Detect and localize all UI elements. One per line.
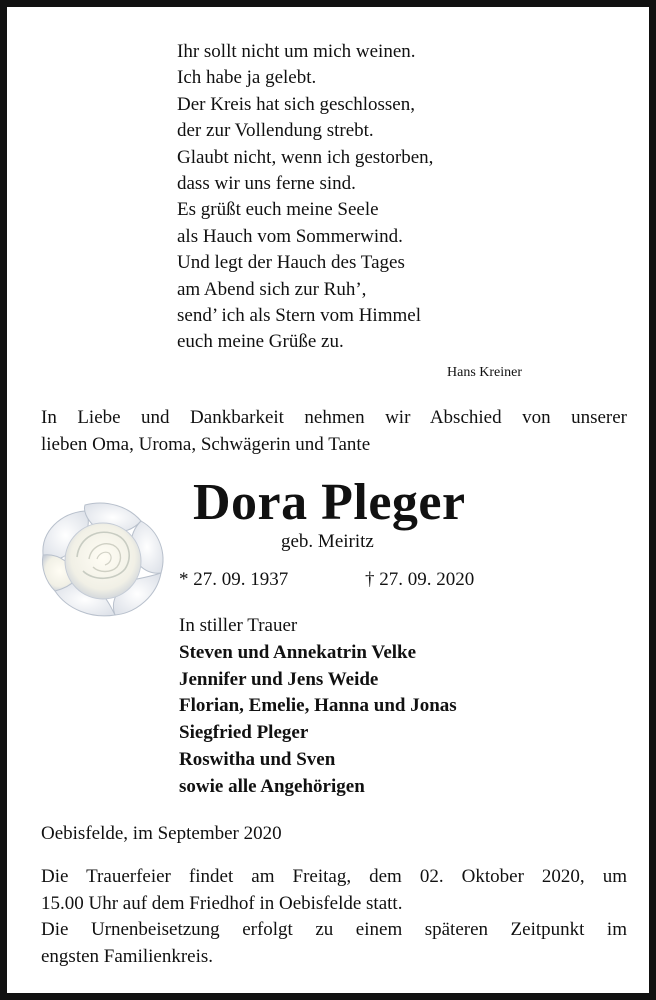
poem-line: Der Kreis hat sich geschlossen, [177, 93, 415, 115]
birth-date: * 27. 09. 1937 [179, 569, 289, 590]
poem-line: Es grüßt euch meine Seele [177, 199, 379, 221]
poem [177, 39, 577, 356]
farewell-intro-line: lieben Oma, Uroma, Schwägerin und Tante [41, 434, 371, 455]
poem-line: Ich habe ja gelebt. [177, 67, 317, 89]
poem-line: am Abend sich zur Ruh’, [177, 278, 367, 300]
mourner-name: Siegfried Pleger [179, 722, 309, 744]
maiden-name: geb. Meiritz [281, 531, 374, 552]
mourners-intro: In stiller Trauer [179, 615, 298, 636]
poem-author: Hans Kreiner [447, 365, 523, 380]
white-rose-icon [33, 495, 173, 623]
mourners-list [179, 613, 619, 801]
mourner-name: Florian, Emelie, Hanna und Jonas [179, 695, 457, 717]
mourner-name: Steven und Annekatrin Velke [179, 641, 417, 663]
farewell-intro-line: In Liebe und Dankbarkeit nehmen wir Abschied von unserer [41, 407, 627, 428]
poem-line: dass wir uns ferne sind. [177, 173, 356, 195]
poem-line: als Hauch vom Sommerwind. [177, 225, 403, 247]
place-and-date: Oebisfelde, im September 2020 [41, 823, 282, 844]
death-date: † 27. 09. 2020 [365, 569, 475, 590]
funeral-info-line: Die Urnenbeisetzung erfolgt zu einem späteren Zeitpunkt im [41, 919, 627, 940]
poem-line: Glaubt nicht, wenn ich gestorben, [177, 146, 434, 168]
funeral-info-line: engsten Familienkreis. [41, 945, 214, 967]
funeral-info-line: Die Trauerfeier findet am Freitag, dem 02. Oktober 2020, um [41, 866, 627, 887]
poem-line: der zur Vollendung strebt. [177, 120, 374, 142]
deceased-name: Dora Pleger [193, 474, 466, 531]
mourner-name: Jennifer und Jens Weide [179, 668, 379, 690]
poem-line: Ihr sollt nicht um mich weinen. [177, 41, 416, 62]
poem-line: send’ ich als Stern vom Himmel [177, 305, 421, 327]
mourner-name: sowie alle Angehörigen [179, 775, 365, 797]
mourner-name: Roswitha und Sven [179, 748, 336, 770]
funeral-info [41, 864, 627, 970]
funeral-info-line: 15.00 Uhr auf dem Friedhof in Oebisfelde statt. [41, 892, 403, 914]
poem-line: Und legt der Hauch des Tages [177, 252, 405, 274]
poem-line: euch meine Grüße zu. [177, 331, 344, 353]
farewell-intro [41, 404, 627, 458]
